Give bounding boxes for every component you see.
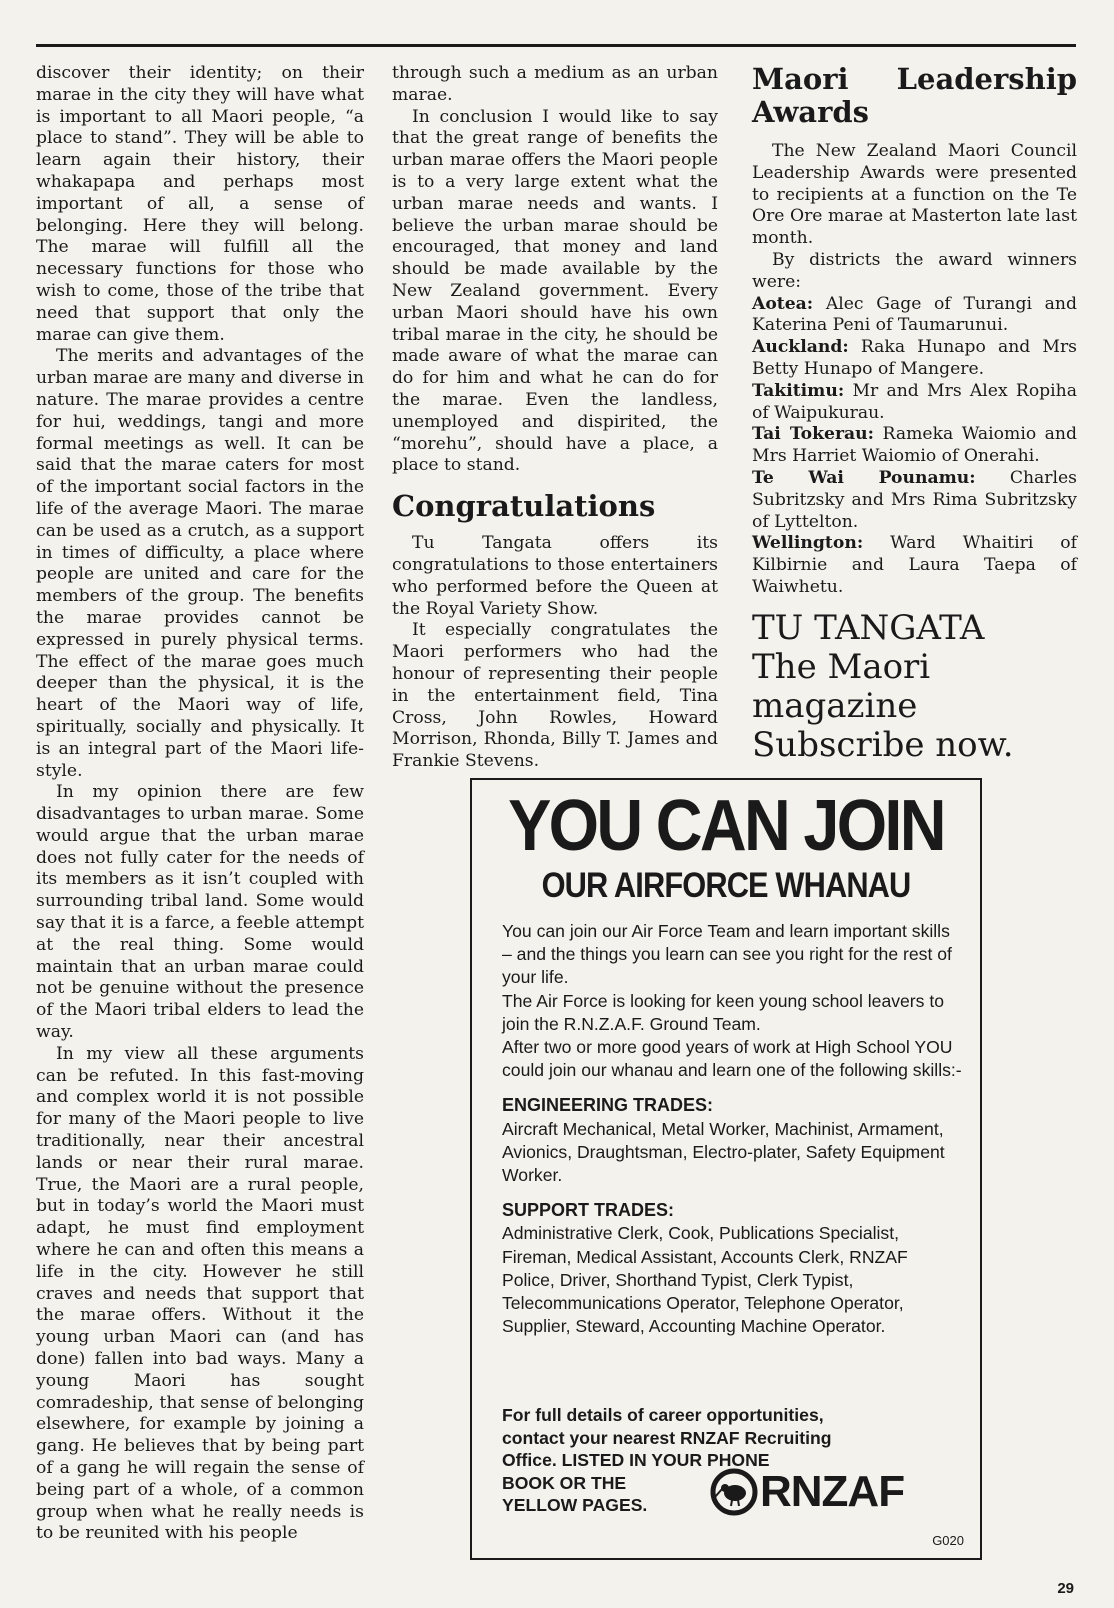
winner-names: Alec Gage of Turangi and Katerina Peni of Taumarunui. — [752, 293, 1077, 336]
col2-paragraph-1: through such a medium as an urban marae. — [392, 63, 718, 105]
support-trades-list: Administrative Clerk, Cook, Publications Specialist, Fireman, Medical Assistant, Accounts Clerk, RNZAF Police, Driver, Shorthand Typist, Clerk Typist, Telecommunications Operator, Telephone Operator, Supplier, Steward, Accounting Machine Operator. — [502, 1223, 908, 1337]
col1-paragraph-4: In my view all these arguments can be refuted. In this fast-moving and complex world it is not possible for many of the Maori people to live traditionally, near their ancestral lands or near their rural marae. True, the Maori are a rural people, but in today’s world the Maori must adapt, he must find employment where he can and often this means a life in the city. However he still craves and needs that support that the marae offers. Without it the young urban Maori can (and has done) fallen into bad ways. Many a young Maori has sought comradeship, that sense of belonging elsewhere, for example by joining a gang. He believes that by being part of a gang he will regain the sense of being part of a whole, of a common group when what he really needs is to be reunited with his people — [36, 1043, 364, 1544]
winner-names: Mr and Mrs Alex Ropiha of Waipukurau. — [752, 380, 1077, 423]
rnzaf-logo — [710, 1468, 904, 1516]
col1-paragraph-3: In my opinion there are few disadvantages to urban marae. Some would argue that the urban marae does not fully cater for the needs of its members as it isn’t coupled with surrounding tribal land. Some would say that it is a farce, a feeble attempt at the real thing. Some would maintain that an urban marae could not be genuine without the presence of the Maori tribal elders to lead the way. — [36, 782, 364, 1043]
winner-district: Auckland: — [752, 337, 849, 358]
ad-contact — [502, 1404, 832, 1517]
ad-body-paragraph: The Air Force is looking for keen young school leavers to join the R.N.Z.A.F. Ground Team. — [502, 990, 945, 1034]
support-trades-heading: SUPPORT TRADES: — [502, 1200, 675, 1221]
winner-entry — [752, 381, 1077, 425]
ad-body-paragraph: You can join our Air Force Team and learn important skills – and the things you learn can see you right for the rest of your life. — [502, 921, 952, 988]
ad-subhead: OUR AIRFORCE WHANAU — [541, 866, 911, 905]
contact-line: BOOK OR THE — [502, 1472, 627, 1493]
top-rule — [36, 44, 1076, 47]
winner-names: Raka Hunapo and Mrs Betty Hunapo of Mangere. — [752, 337, 1077, 379]
winner-district: Aotea: — [752, 293, 814, 314]
subscribe-line: The Maori — [752, 646, 931, 687]
awards-districts-intro: By districts the award winners were: — [752, 249, 1077, 292]
column-1 — [36, 63, 364, 1545]
winner-district: Tai Tokerau: — [752, 424, 875, 445]
subscribe-notice — [752, 609, 1077, 765]
subscribe-line: TU TANGATA — [752, 607, 985, 648]
airforce-advertisement — [470, 778, 982, 1560]
contact-line: YELLOW PAGES. — [502, 1495, 648, 1515]
contact-line: Office. LISTED IN YOUR PHONE — [502, 1450, 770, 1470]
col1-paragraph-1: discover their identity; on their marae in the city they will have what is important to all Maori people, “a place to stand”. They will be able to learn again their history, their whakapapa and perhaps most important of all, a sense of belonging. Here they will belong. The marae will fulfill all the necessary functions for those who wish to come, those of the tribe that need that support that only the marae can give them. — [36, 63, 364, 345]
winner-entry — [752, 294, 1077, 338]
subscribe-line: Subscribe now. — [752, 724, 1014, 765]
congratulations-heading: Congratulations — [392, 489, 656, 524]
ad-headline: YOU CAN JOIN — [508, 786, 944, 866]
contact-line: contact your nearest RNZAF Recruiting — [502, 1427, 832, 1448]
winner-district: Te Wai Pounamu: — [752, 467, 976, 488]
winner-entry — [752, 337, 1077, 381]
subscribe-line: magazine — [752, 685, 918, 726]
winner-district: Takitimu: — [752, 380, 845, 401]
page-number: 29 — [1057, 1580, 1074, 1597]
winner-entry — [752, 533, 1077, 598]
winner-district: Wellington: — [752, 533, 864, 554]
congrats-paragraph-1: Tu Tangata offers its congratulations to those entertainers who performed before the Queen at the Royal Variety Show. — [392, 533, 718, 619]
column-3 — [752, 63, 1077, 765]
awards-heading: Maori Leadership Awards — [752, 62, 1077, 129]
winner-entry — [752, 468, 1077, 533]
congrats-paragraph-2: It especially congratulates the Maori performers who had the honour of representing their people in the entertainment field, Tina Cross, John Rowles, Howard Morrison, Rhonda, Billy T. James and Frankie Stevens. — [392, 620, 718, 772]
col2-paragraph-2: In conclusion I would like to say that the great range of benefits the urban marae offers the Maori people is to a very large extent what the urban marae needs and wants. I believe the urban marae should be encouraged, that money and land should be made available by the New Zealand government. Every urban Maori should have his own tribal marae in the city, he should be made aware of what the marae can do for him and what he can do for the marae. Even the landless, unemployed and dispirited, the “morehu”, should have a place, a place to stand. — [392, 106, 718, 476]
winner-entry — [752, 424, 1077, 468]
ad-body — [502, 920, 962, 1338]
winner-names: Charles Subritzsky and Mrs Rima Subritzsky of Lyttelton. — [752, 467, 1077, 532]
engineering-trades-list: Aircraft Mechanical, Metal Worker, Machinist, Armament, Avionics, Draughtsman, Electro-plater, Safety Equipment Worker. — [502, 1118, 945, 1186]
rnzaf-logo-text: RNZAF — [760, 1467, 905, 1516]
winner-names: Ward Whaitiri of Kilbirnie and Laura Taepa of Waiwhetu. — [752, 533, 1077, 597]
contact-line: For full details of career opportunities, — [502, 1405, 824, 1425]
ad-code: G020 — [932, 1533, 964, 1548]
kiwi-roundel-icon — [710, 1468, 758, 1516]
winner-names: Rameka Waiomio and Mrs Harriet Waiomio of Onerahi. — [752, 424, 1077, 467]
awards-intro: The New Zealand Maori Council Leadership Awards were presented to recipients at a function on the Te Ore Ore marae at Masterton late last month. — [752, 141, 1077, 249]
ad-body-paragraph: After two or more good years of work at High School YOU could join our whanau and learn one of the following skills:- — [502, 1037, 962, 1081]
col1-paragraph-2: The merits and advantages of the urban marae are many and diverse in nature. The marae provides a centre for hui, weddings, tangi and more formal meetings as well. It can be said that the marae caters for most of the important social factors in the life of the average Maori. The marae can be used as a crutch, as a support in times of difficulty, a place where people are united and care for the members of the group. The benefits the marae provides cannot be expressed in purely physical terms. The effect of the marae goes much deeper than the physical, it is the heart of the Maori way of life, spiritually, socially and physically. It is an integral part of the Maori life-style. — [36, 346, 364, 781]
column-2 — [392, 63, 718, 773]
engineering-trades-heading: ENGINEERING TRADES: — [502, 1095, 714, 1116]
